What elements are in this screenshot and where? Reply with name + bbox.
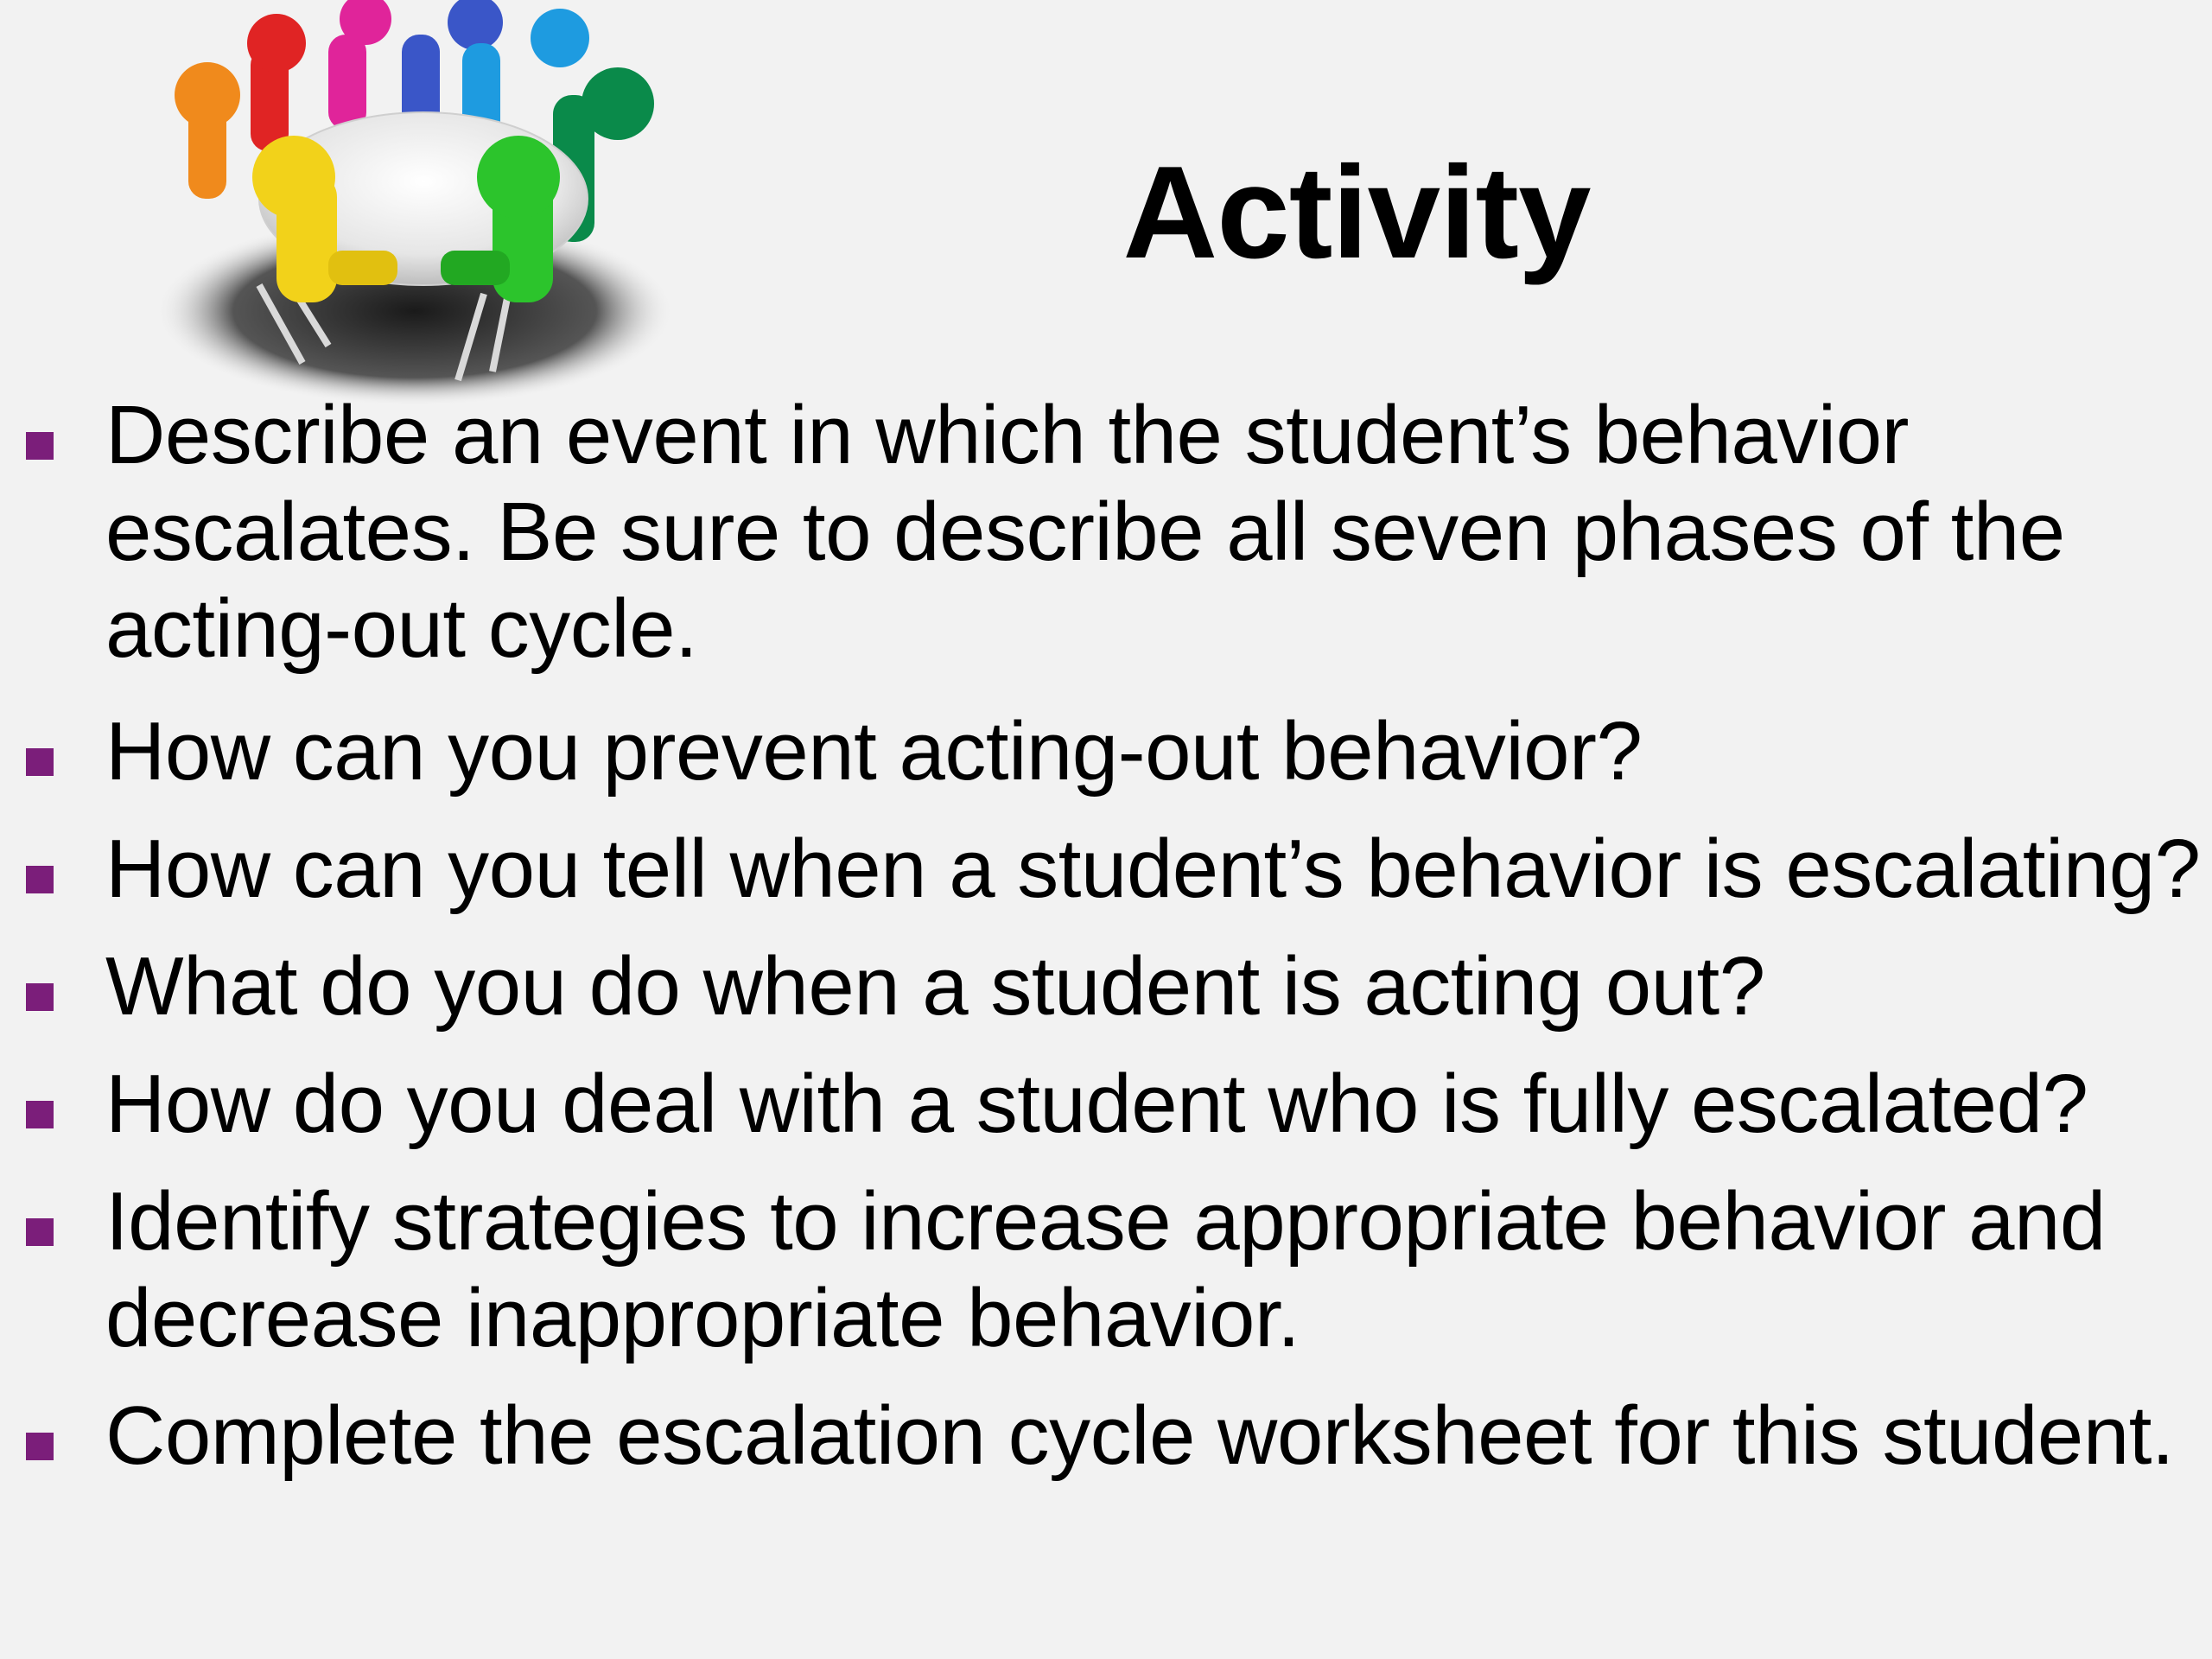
list-item (0, 821, 2212, 918)
list-item (0, 703, 2212, 800)
square-bullet-icon (26, 748, 54, 776)
bullet-text: How can you prevent acting-out behavior? (105, 705, 1643, 798)
list-item (0, 387, 2212, 677)
slide-title: Activity (1122, 139, 1591, 286)
list-item (0, 1173, 2212, 1367)
bullet-text: How do you deal with a student who is fully escalated? (105, 1058, 2088, 1150)
list-item (0, 1056, 2212, 1153)
bullet-text: Complete the escalation cycle worksheet for this student. (105, 1389, 2175, 1482)
bullet-text: Identify strategies to increase appropriate behavior and decrease inappropriate behavior. (105, 1175, 2106, 1364)
square-bullet-icon (26, 1433, 54, 1460)
square-bullet-icon (26, 432, 54, 460)
square-bullet-icon (26, 983, 54, 1011)
list-item (0, 938, 2212, 1035)
square-bullet-icon (26, 1101, 54, 1128)
bullet-text: How can you tell when a student’s behavior is escalating? (105, 823, 2201, 915)
list-item (0, 1388, 2212, 1484)
bullet-text: What do you do when a student is acting out? (105, 940, 1765, 1033)
bullet-list (0, 387, 2212, 1484)
bullet-text: Describe an event in which the student’s behavior escalates. Be sure to describe all seven phases of the acting-out cycle. (105, 389, 2065, 675)
square-bullet-icon (26, 1218, 54, 1246)
people-around-table-icon (156, 0, 674, 406)
square-bullet-icon (26, 866, 54, 893)
